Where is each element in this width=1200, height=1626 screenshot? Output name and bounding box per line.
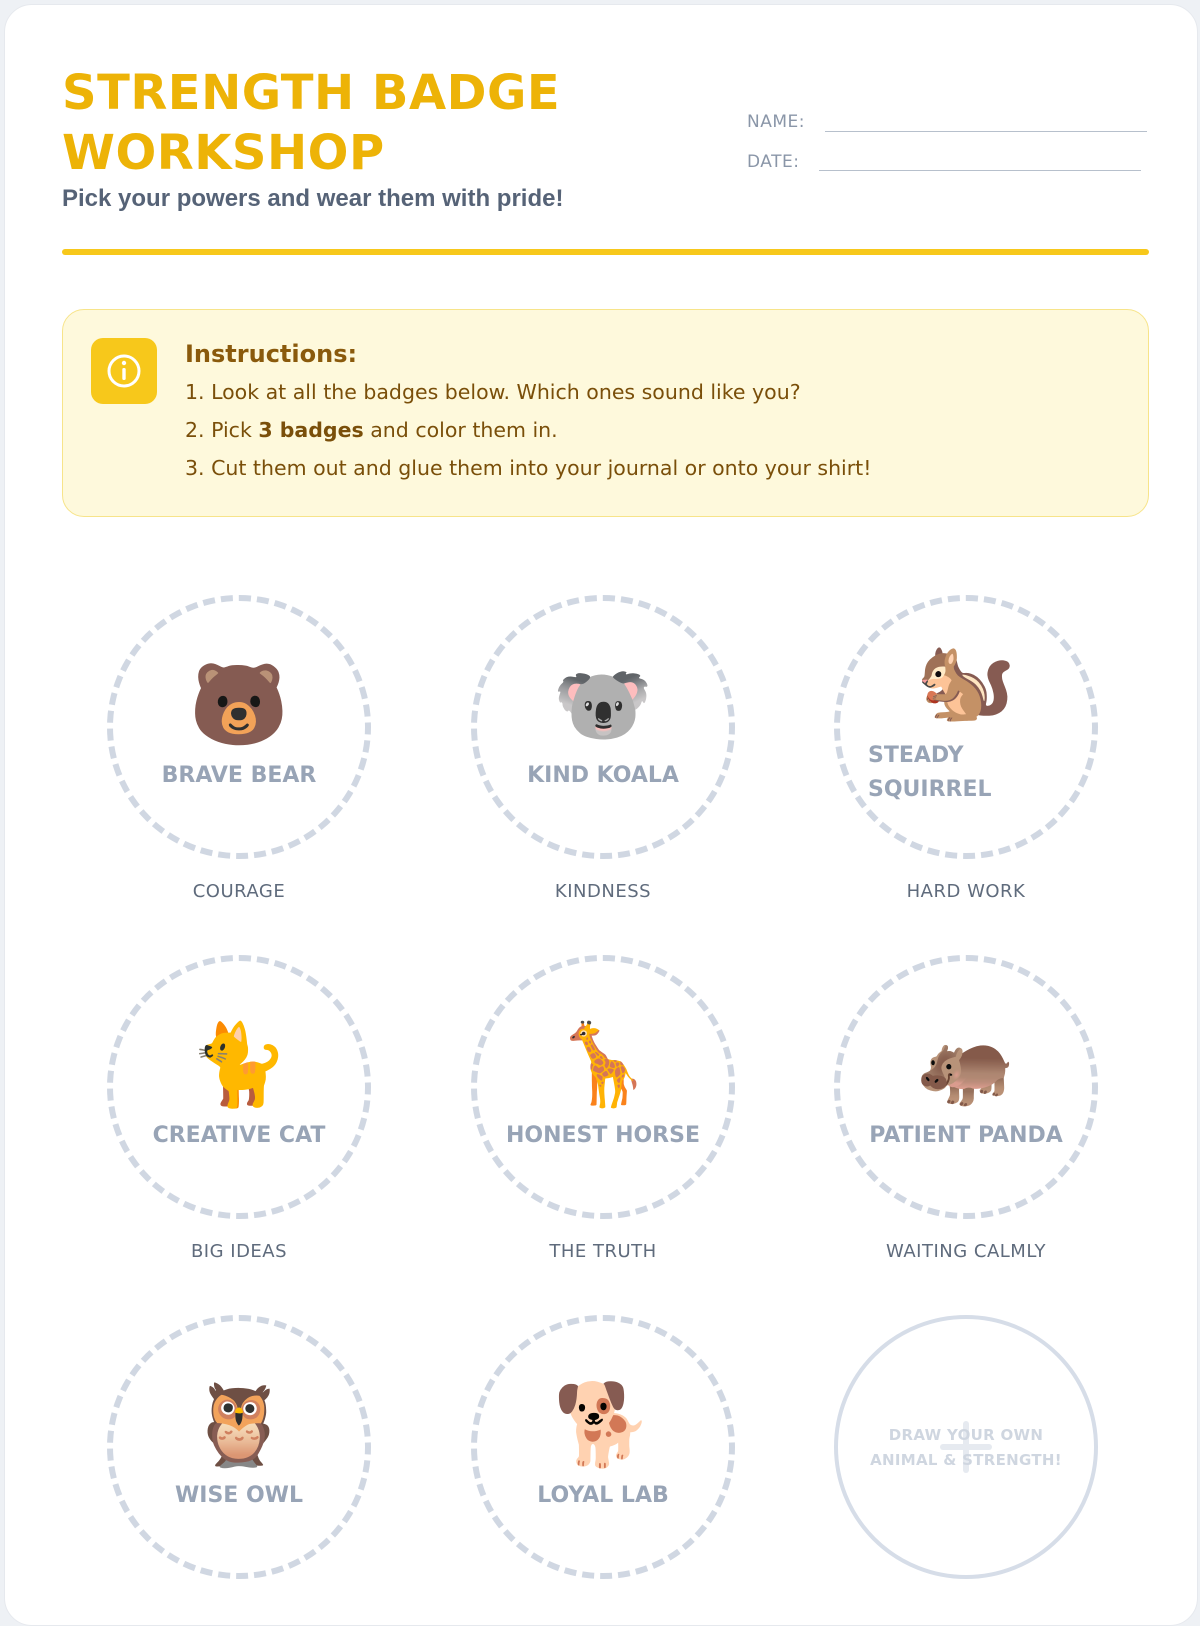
date-field[interactable] [819,170,1141,171]
badge-name-line-1: STEADY [868,743,964,768]
hippo-icon: 🦛 [916,1018,1016,1111]
worksheet-page [4,4,1198,1626]
badge-wise-owl[interactable] [107,1315,371,1579]
header-divider [62,249,1149,255]
badge-honest-horse[interactable] [471,955,735,1219]
badge-patient-panda[interactable] [834,955,1098,1219]
owl-icon: 🦉 [189,1378,289,1471]
badge-loyal-lab[interactable] [471,1315,735,1579]
chipmunk-icon: 🐿️ [916,634,1016,727]
date-label: DATE: [747,152,800,172]
bear-icon: 🐻 [189,658,289,751]
custom-line-2: ANIMAL & STRENGTH! [870,1451,1062,1469]
name-field[interactable] [825,131,1147,132]
badge-name: BRAVE BEAR [161,763,317,788]
badge-kind-koala[interactable] [471,595,735,859]
draw-your-own-text [838,1423,1094,1473]
custom-line-1: DRAW YOUR OWN [888,1426,1044,1444]
badge-name: PATIENT PANDA [869,1123,1063,1148]
badge-name: CREATIVE CAT [152,1123,326,1148]
badge-name: KIND KOALA [527,763,679,788]
page-subtitle: Pick your powers and wear them with pride! [62,185,564,212]
info-icon [91,338,157,404]
instruction-step-3: 3. Cut them out and glue them into your journal or onto your shirt! [185,456,872,480]
name-label: NAME: [747,112,805,132]
page-title: STRENGTH BADGE WORKSHOP [62,65,561,181]
badge-name: WISE OWL [175,1483,303,1508]
badge-creative-cat[interactable] [107,955,371,1219]
badge-strength: THE TRUTH [549,1241,657,1262]
badge-draw-your-own[interactable] [834,1315,1098,1579]
badge-brave-bear[interactable] [107,595,371,859]
koala-icon: 🐨 [553,658,653,751]
badge-name: HONEST HORSE [506,1123,700,1148]
badge-strength: BIG IDEAS [190,1241,288,1262]
badge-strength: KINDNESS [554,881,652,902]
badge-name-line-2: SQUIRREL [868,777,992,802]
badge-strength: WAITING CALMLY [886,1241,1046,1262]
giraffe-icon: 🦒 [553,1018,653,1111]
badge-steady-squirrel[interactable] [834,595,1098,859]
instruction-step-2: 2. Pick 3 badges and color them in. [185,418,558,442]
badge-strength: HARD WORK [906,881,1026,902]
badge-name: LOYAL LAB [537,1483,669,1508]
instructions-title: Instructions: [185,340,358,368]
dog-icon: 🐕 [553,1378,653,1471]
instructions-box [62,309,1149,517]
instruction-step-1: 1. Look at all the badges below. Which ones sound like you? [185,380,801,404]
badge-strength: COURAGE [192,881,286,902]
cat-icon: 🐈 [189,1018,289,1111]
